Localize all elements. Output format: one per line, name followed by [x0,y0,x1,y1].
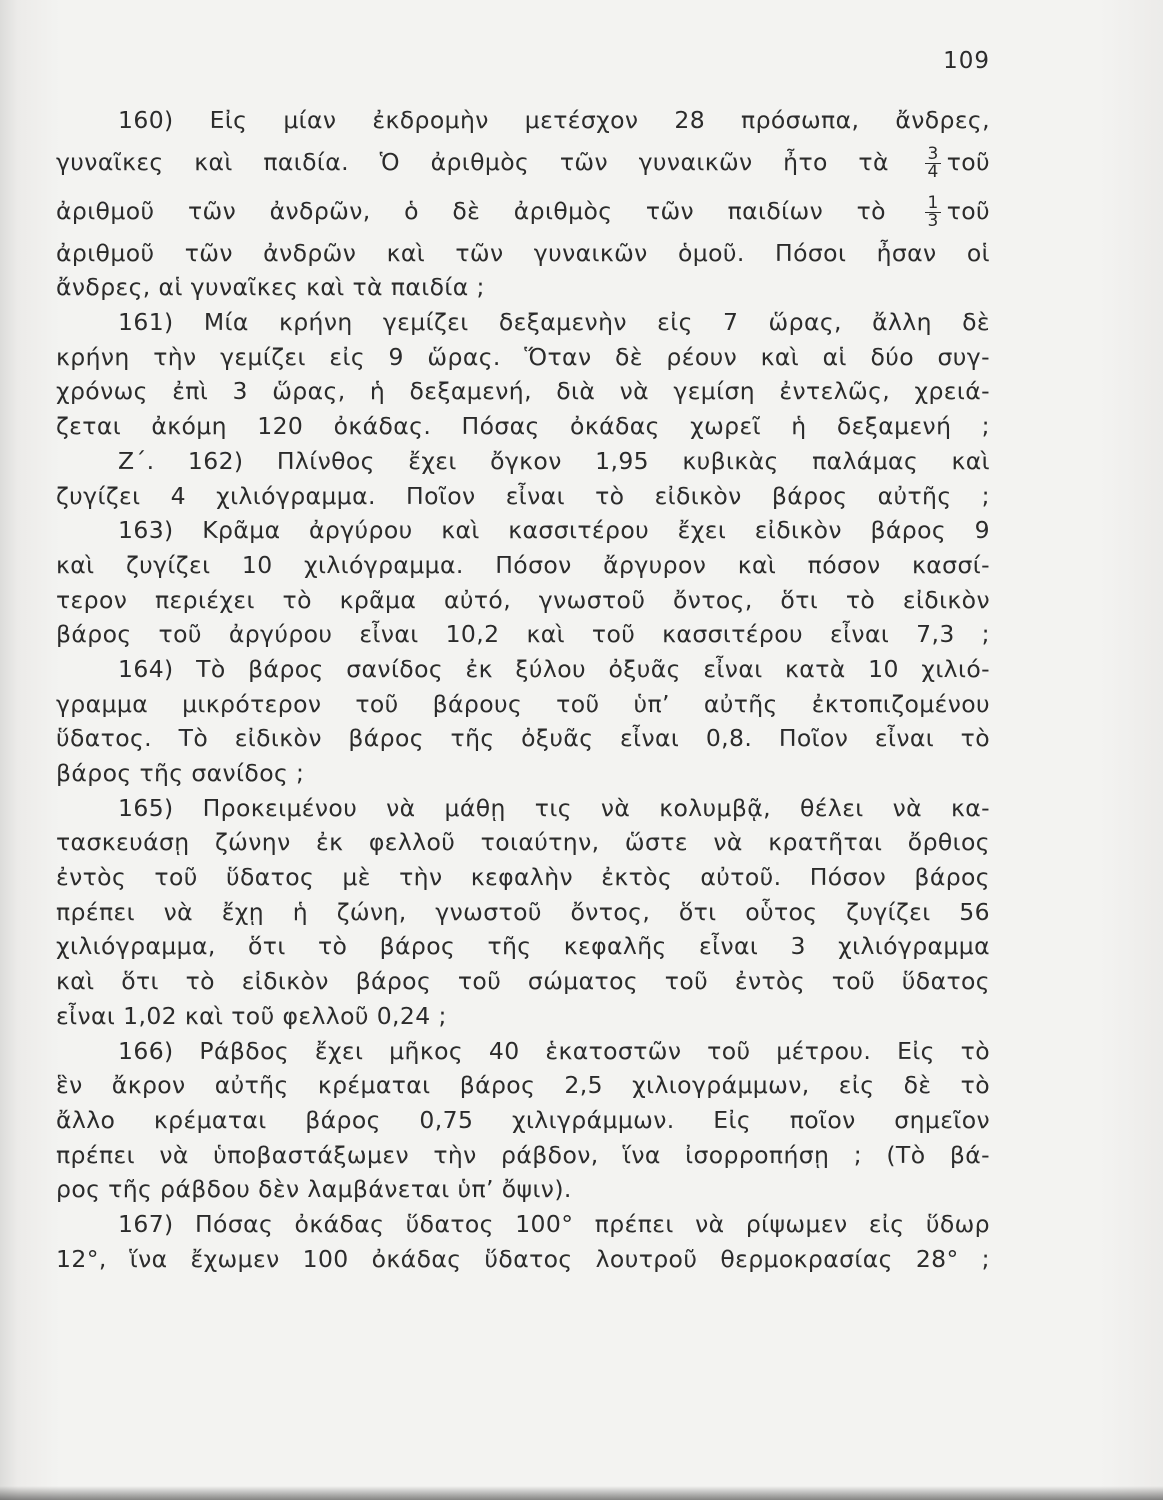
text-line: καὶ ζυγίζει 10 χιλιόγραμμα. Πόσον ἄργυρον καὶ πόσον κασσί- [56,550,990,579]
text-line: βάρος τῆς σανίδος ; [56,759,305,787]
text-line: 166) Ράβδος ἔχει μῆκος 40 ἑκατοστῶν τοῦ μέτρου. Εἰς τὸ [118,1036,990,1065]
text-line: 167) Πόσας ὀκάδας ὕδατος 100° πρέπει νὰ ρίψωμεν εἰς ὕδωρ [118,1209,990,1238]
text-line: τερον περιέχει τὸ κρᾶμα αὐτό, γνωστοῦ ὄντος, ὅτι τὸ εἰδικὸν [56,585,990,614]
text-segment: τοῦ [946,196,991,225]
text-line: ἓν ἄκρον αὐτῆς κρέμαται βάρος 2,5 χιλιογράμμων, εἰς δὲ τὸ [56,1071,990,1100]
page-bottom-shadow [0,1486,1163,1500]
text-line: τασκευάσῃ ζώνην ἐκ φελλοῦ τοιαύτην, ὥστε νὰ κρατῆται ὄρθιος [56,828,990,857]
text-line: ζυγίζει 4 χιλιόγραμμα. Ποῖον εἶναι τὸ εἰδικὸν βάρος αὐτῆς ; [56,481,990,510]
fraction-numerator: 3 [927,143,939,164]
text-segment: γυναῖκες καὶ παιδία. Ὁ ἀριθμὸς τῶν γυναικῶν ἦτο τὰ [56,147,889,176]
fraction-numerator: 1 [927,192,939,213]
text-line [56,187,990,236]
text-line: ὕδατος. Τὸ εἰδικὸν βάρος τῆς ὀξυᾶς εἶναι 0,8. Ποῖον εἶναι τὸ [56,724,990,753]
text-line: χρόνως ἐπὶ 3 ὥρας, ἡ δεξαμενή, διὰ νὰ γεμίση ἐντελῶς, χρειά- [56,377,990,406]
text-line: πρέπει νὰ ἔχῃ ἡ ζώνη, γνωστοῦ ὄντος, ὅτι οὗτος ζυγίζει 56 [56,897,990,926]
text-line: ζεται ἀκόμη 120 ὀκάδας. Πόσας ὀκάδας χωρεῖ ἡ δεξαμενή ; [56,412,990,441]
text-line: 163) Κρᾶμα ἀργύρου καὶ κασσιτέρου ἔχει εἰδικὸν βάρος 9 [118,516,990,545]
text-line: εἶναι 1,02 καὶ τοῦ φελλοῦ 0,24 ; [56,1001,447,1030]
text-segment: τοῦ [946,147,991,176]
text-line: ἄλλο κρέμαται βάρος 0,75 χιλιγράμμων. Εἰς ποῖον σημεῖον [56,1105,990,1134]
text-line: ρος τῆς ράβδου δὲν λαμβάνεται ὑπ’ ὄψιν). [56,1175,572,1204]
fraction-denominator: 4 [927,161,939,182]
text-line: γραμμα μικρότερον τοῦ βάρους τοῦ ὑπ’ αὐτῆς ἐκτοπιζομένου [56,689,990,718]
page-body-text [56,103,990,1276]
text-line: 160) Εἰς μίαν ἐκδρομὴν μετέσχον 28 πρόσωπα, ἄνδρες, [118,106,990,134]
page-number: 109 [943,48,990,74]
text-line: 164) Τὸ βάρος σανίδος ἐκ ξύλου ὀξυᾶς εἶναι κατὰ 10 χιλιό- [118,654,990,683]
text-line: ἄνδρες, αἱ γυναῖκες καὶ τὰ παιδία ; [56,273,485,302]
text-line [56,138,990,187]
text-segment: ἀριθμοῦ τῶν ἀνδρῶν, ὁ δὲ ἀριθμὸς τῶν παιδίων τὸ [56,196,886,225]
fraction [925,192,940,231]
fraction [925,143,940,182]
text-line: 165) Προκειμένου νὰ μάθῃ τις νὰ κολυμβᾷ, θέλει νὰ κα- [118,793,990,822]
text-line: 161) Μία κρήνη γεμίζει δεξαμενὴν εἰς 7 ὥρας, ἄλλη δὲ [118,308,990,337]
fraction-denominator: 3 [927,210,939,231]
text-line: ἐντὸς τοῦ ὕδατος μὲ τὴν κεφαλὴν ἐκτὸς αὐτοῦ. Πόσον βάρος [56,863,990,892]
text-line: βάρος τοῦ ἀργύρου εἶναι 10,2 καὶ τοῦ κασσιτέρου εἶναι 7,3 ; [56,620,990,649]
text-line: κρήνη τὴν γεμίζει εἰς 9 ὥρας. Ὅταν δὲ ρέουν καὶ αἱ δύο συγ- [56,342,990,371]
text-line: Ζ΄. 162) Πλίνθος ἔχει ὄγκον 1,95 κυβικὰς παλάμας καὶ [118,446,990,475]
text-line: πρέπει νὰ ὑποβαστάξωμεν τὴν ράβδον, ἵνα ἰσορροπήσῃ ; (Τὸ βά- [56,1140,990,1169]
text-line: 12°, ἵνα ἔχωμεν 100 ὀκάδας ὕδατος λουτροῦ θερμοκρασίας 28° ; [56,1244,990,1273]
text-line: ἀριθμοῦ τῶν ἀνδρῶν καὶ τῶν γυναικῶν ὁμοῦ. Πόσοι ἦσαν οἱ [56,238,990,267]
text-line: χιλιόγραμμα, ὅτι τὸ βάρος τῆς κεφαλῆς εἶναι 3 χιλιόγραμμα [56,932,990,961]
text-line: καὶ ὅτι τὸ εἰδικὸν βάρος τοῦ σώματος τοῦ ἐντὸς τοῦ ὕδατος [56,967,990,996]
